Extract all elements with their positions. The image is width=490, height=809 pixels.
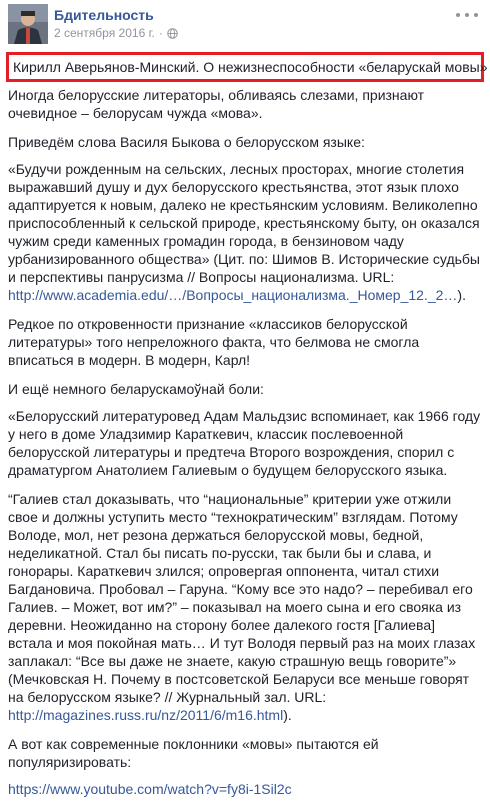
avatar[interactable] bbox=[8, 4, 48, 44]
paragraph-2: Приведём слова Василя Быкова о белорусском языке: bbox=[8, 134, 365, 150]
paragraph-7-quote bbox=[8, 490, 482, 724]
youtube-link[interactable]: https://www.youtube.com/watch?v=fy8i-1Sil2c bbox=[8, 781, 292, 797]
more-dot bbox=[456, 13, 460, 17]
paragraph-9 bbox=[8, 780, 482, 798]
academia-link[interactable]: http://www.academia.edu/…/Вопросы_национализма._Номер_12._2… bbox=[8, 287, 458, 303]
paragraph-5: И ещё немного беларускамоўнай боли: bbox=[8, 381, 264, 397]
more-dot bbox=[465, 13, 469, 17]
paragraph-3-text: «Будучи рожденным на сельских, лесных просторах, многие столетия выражавший душу и дух белорусского крестьянства, этот язык плохо адаптируется к новым, далеко не крестьянским условиям. Великолепно приспособленный к сельской природе, крестьянскому быту, он оказался чужим среди каменных громадин города, в бензиновом чаду урбанизированного общества» (Цит. по: Шимов В. Исторические судьбы и перспективы панрусизма // Вопросы национализма. URL: bbox=[8, 161, 480, 285]
post-body bbox=[8, 52, 488, 809]
paragraph-1: Иногда белорусские литераторы, обливаясь слезами, признают очевидное – белорусам чужда «мова». bbox=[8, 87, 425, 121]
paragraph-6-quote: «Белорусский литературовед Адам Мальдзис вспоминает, как 1966 году у него в доме Уладзимир Караткевич, классик послевоенной белорусской литературы и предтеча Второго возрождения, спорил с драматургом Анатолием Галиевым о будущем белорусского языка. bbox=[8, 408, 481, 478]
more-options-icon[interactable] bbox=[456, 8, 478, 22]
magazines-link[interactable]: http://magazines.russ.ru/nz/2011/6/m16.html bbox=[8, 707, 284, 723]
post-header bbox=[8, 4, 482, 48]
paragraph-3-end: ). bbox=[457, 287, 466, 303]
post-title-highlight bbox=[6, 52, 488, 82]
paragraph-8: А вот как современные поклонники «мовы» пытаются ей популяризировать: bbox=[8, 736, 379, 770]
paragraph-7-text: “Галиев стал доказывать, что “национальные” критерии уже отжили свое и должны уступить место “технократическим” взглядам. Потому Володе, мол, нет резона держаться белорусской мовы, бедной, неделикатной. Стал бы писать по-русски, так были бы и слава, и гонорары. Караткевич злился; опровергая оппонента, читал стихи Багдановича. Пробовал – Гаруна. “Кому все это надо? – перебивал его Галиев. – Может, вот им?” – показывал на моего сына и его свояка из деревни. Неожиданно на сторону более далекого гостя [Галиева] встала и моя покойная мать… И тут Володя первый раз на моих глазах заплакал: “Все вы даже не знаете, какую страшную вещь говорите”» (Мечковская Н. Почему в постсоветской Беларуси все меньше говорят на белорусском языке? // Журнальный зал. URL: bbox=[8, 491, 476, 705]
meta-separator: · bbox=[158, 26, 163, 40]
paragraph-4: Редкое по откровенности признание «классиков белорусской литературы» того непреложного факта, что белмова не смогла вписаться в модерн. В модерн, Карл! bbox=[8, 316, 420, 368]
paragraph-7-end: ). bbox=[283, 707, 292, 723]
post-title: Кирилл Аверьянов-Минский. О нежизнеспособности «беларускай мовы» bbox=[13, 59, 488, 75]
globe-icon[interactable] bbox=[167, 28, 178, 39]
more-dot bbox=[474, 13, 478, 17]
post-meta bbox=[54, 26, 178, 41]
page-name-link[interactable]: Бдительность bbox=[54, 7, 154, 23]
post-date[interactable]: 2 сентября 2016 г. bbox=[54, 26, 155, 40]
paragraph-3-quote bbox=[8, 160, 482, 304]
